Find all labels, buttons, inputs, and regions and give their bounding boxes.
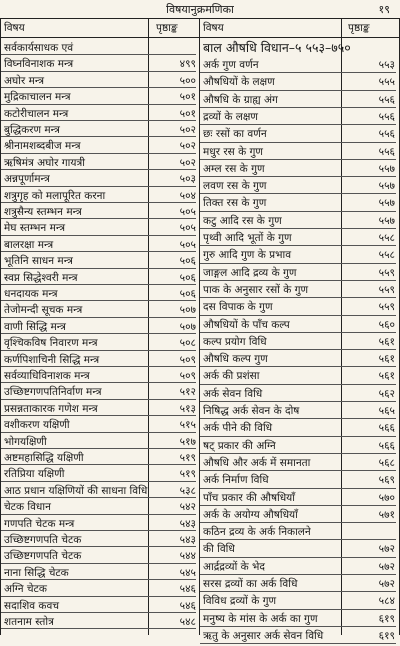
entry-title: छः रसों का वर्णन — [203, 128, 267, 141]
entry-page: ५६६ — [378, 422, 395, 435]
entry-title: अर्क सेवन विधि — [203, 387, 263, 400]
right-page-heading: पृष्ठाङ्क — [348, 22, 370, 34]
entry-title: औषधि के ग्राह्य अंग — [203, 93, 278, 106]
entry-page: ५६१ — [378, 370, 395, 383]
entry-page: ५१५ — [179, 419, 196, 432]
entry-page: ५५५ — [378, 76, 395, 89]
entry-page: ५०७ — [179, 320, 196, 333]
entry-title: जाङ्गल आदि द्रव्य के गुण — [203, 266, 297, 279]
entry-page: ५७१ — [378, 508, 395, 521]
entry-page: ४९९ — [179, 58, 196, 71]
entry-page: ५१७ — [179, 435, 196, 448]
entry-page: ५७२ — [378, 578, 395, 590]
entry-title: शत्रुसैन्य स्तम्भन मन्त्र — [4, 206, 82, 218]
entry-title: अर्क की प्रशंसा — [203, 370, 260, 383]
entry-title: वशीकरण यक्षिणी — [4, 419, 70, 432]
entry-title: निषिद्ध अर्क सेवन के दोष — [203, 405, 300, 417]
entry-page: ५०६ — [179, 288, 196, 300]
row-separator — [200, 643, 396, 644]
entry-title: आठ प्रधान यक्षिणियों की साधना विधि — [4, 484, 148, 497]
section-title-text: बाल औषधि विधान–५ ५५३–७५० — [203, 40, 351, 55]
entry-title: मधुर रस के गुण — [203, 145, 264, 158]
entry-page: ५५७ — [378, 162, 395, 175]
entry-page: ६१९ — [378, 629, 395, 642]
entry-title: अन्नपूर्णामन्त्र — [4, 173, 50, 186]
left-border — [0, 18, 1, 635]
entry-title: भूतिनि साधन मन्त्र — [4, 255, 73, 268]
entry-title: अर्क के अयोग्य औषधियाँ — [203, 508, 298, 521]
entry-title: कल्प प्रयोग विधि — [203, 335, 267, 348]
entry-page: ५४३ — [179, 534, 196, 546]
entry-title: मुद्रिकाचालन मन्त्र — [4, 91, 71, 104]
entry-title: ऋतु के अनुसार अर्क सेवन विधि — [203, 629, 324, 642]
entry-title: अम्ल रस के गुण — [203, 162, 265, 175]
entry-title: पाक के अनुसार रसों के गुण — [203, 283, 309, 296]
row-separator — [1, 628, 196, 629]
entry-page: ५५८ — [378, 249, 395, 262]
entry-title: लवण रस के गुण — [203, 180, 267, 193]
entry-page: ५७२ — [378, 543, 395, 556]
entry-page: ५५८ — [378, 232, 395, 244]
entry-page: ५६१ — [378, 353, 395, 366]
entry-page: ६१९ — [378, 612, 395, 625]
entry-title: पाँच प्रकार की औषधियाँ — [203, 491, 295, 504]
entry-page: ५४६ — [179, 583, 196, 596]
entry-page: ५५६ — [378, 145, 395, 158]
entry-page: ५०२ — [179, 140, 196, 153]
page-number: १९ — [378, 3, 390, 16]
entry-title: रतिप्रिया यक्षिणी — [4, 468, 65, 481]
entry-page: ५४६ — [179, 599, 196, 612]
entry-title: द्रव्यों के लक्षण — [203, 110, 258, 123]
entry-page: ५७० — [378, 491, 395, 504]
page-header — [0, 0, 400, 18]
left-subject-heading: विषय — [4, 22, 25, 34]
entry-title: गणपति चेटक मन्त्र — [4, 517, 75, 530]
entry-title: स्वप्न सिद्धेश्वरी मन्त्र — [4, 271, 78, 284]
entry-page: ५०१ — [179, 91, 196, 104]
entry-page: ५६० — [378, 318, 395, 331]
entry-page: ५०५ — [179, 238, 196, 251]
entry-page: ५६५ — [378, 405, 395, 417]
entry-title: नाना सिद्धि चेटक — [4, 566, 69, 579]
entry-title: औषधि और अर्क में समानता — [203, 456, 311, 469]
entry-page: ५४२ — [179, 501, 196, 514]
entry-page: ५१९ — [179, 468, 196, 481]
entry-page: ५०२ — [179, 124, 196, 136]
entry-title: अघोर मन्त्र — [4, 74, 45, 87]
entry-page: ५५९ — [378, 266, 395, 279]
entry-page: ५०८ — [179, 337, 196, 350]
entry-title: उच्छिष्टगणपति चेटक — [4, 550, 82, 563]
entry-title: गुरु आदि गुण के प्रभाव — [203, 249, 292, 262]
entry-page: ५६१ — [378, 335, 395, 348]
entry-title: दस विपाक के गुण — [203, 301, 273, 314]
entry-page: ५०० — [179, 74, 196, 87]
entry-page: ५४३ — [179, 517, 196, 530]
entry-title: बुद्धिकरण मन्त्र — [4, 124, 60, 136]
entry-page: ५०७ — [179, 304, 196, 317]
header-rule-top — [0, 18, 400, 19]
entry-page: ५४५ — [179, 566, 196, 579]
entry-page: ५०६ — [179, 255, 196, 268]
entry-title: आर्द्रद्रव्यों के भेद — [203, 560, 265, 573]
entry-page: ५७२ — [378, 560, 395, 573]
entry-page: ५०६ — [179, 271, 196, 284]
entry-title: शत्रुगृह को मलापूरित करना — [4, 189, 106, 202]
entry-title: ऋषिमंत्र अघोर गायत्री — [4, 156, 85, 169]
entry-title: उच्छिष्टगणपतिनिर्वाण मन्त्र — [4, 386, 102, 399]
entry-page: ५१३ — [179, 402, 196, 415]
entry-page: ५०५ — [179, 206, 196, 218]
entry-title: औषधियों के लक्षण — [203, 76, 275, 89]
entry-page: ५१९ — [179, 452, 196, 464]
entry-title: अर्क पीने की विधि — [203, 422, 273, 435]
center-divider — [199, 18, 200, 635]
entry-title: औषधियों के पाँच कल्प — [203, 318, 290, 331]
right-subject-heading: विषय — [203, 22, 224, 34]
entry-title: भोगयक्षिणी — [4, 435, 47, 448]
entry-page: ५३८ — [179, 484, 196, 497]
entry-title: मनुष्य के मांस के अर्क का गुण — [203, 612, 318, 625]
entry-page: ५५७ — [378, 214, 395, 227]
entry-page: ५४८ — [179, 616, 196, 628]
entry-title: तिक्त रस के गुण — [203, 197, 267, 210]
entry-title: पृथ्वी आदि भूतों के गुण — [203, 232, 292, 244]
entry-title: षट् प्रकार की अग्नि — [203, 439, 276, 452]
entry-page: ५५३ — [378, 59, 395, 71]
entry-title: अग्नि चेटक — [4, 583, 47, 596]
entry-page: ५०२ — [179, 156, 196, 169]
entry-title: बालरक्षा मन्त्र — [4, 238, 54, 251]
entry-title: मेघ स्तम्भन मन्त्र — [4, 222, 66, 235]
entry-page: ५६८ — [378, 456, 395, 469]
entry-title: तेजोमन्दी सूचक मन्त्र — [4, 304, 83, 317]
entry-page: ५५७ — [378, 197, 395, 210]
entry-title: श्रीनामशब्दबीज मन्त्र — [4, 140, 81, 153]
entry-title: अर्क गुण वर्णन — [203, 59, 259, 71]
entry-title: प्रसन्नताकारक गणेश मन्त्र — [4, 402, 98, 415]
entry-page: ५८४ — [378, 595, 395, 608]
entry-title: कर्णपिशाचिनी सिद्धि मन्त्र — [4, 353, 100, 366]
entry-page: ५०४ — [179, 189, 196, 202]
entry-page: ५१२ — [179, 386, 196, 399]
entry-title: कठिन द्रव्य के अर्क निकालने — [203, 526, 311, 539]
entry-page: ५६२ — [378, 387, 395, 400]
entry-page: ५६६ — [378, 439, 395, 452]
entry-title: उच्छिष्टगणपति चेटक — [4, 534, 82, 546]
entry-title: की विधि — [203, 543, 235, 556]
right-section-title — [203, 38, 397, 57]
entry-title: विघ्नविनाशक मन्त्र — [4, 58, 74, 71]
entry-page: ५५९ — [378, 283, 395, 296]
entry-title: धनदायक मन्त्र — [4, 288, 58, 300]
entry-page: ५०५ — [179, 222, 196, 235]
entry-title: अर्क निर्माण विधि — [203, 474, 269, 487]
left-page-heading: पृष्ठाङ्क — [156, 22, 178, 34]
entry-page: ५५६ — [378, 93, 395, 106]
entry-title: शतनाम स्तोत्र — [4, 616, 54, 628]
entry-title: वृश्चिकविष निवारण मन्त्र — [4, 337, 98, 350]
entry-title: सर्वव्याधिविनाशक मन्त्र — [4, 370, 90, 382]
entry-page: ५०९ — [179, 370, 196, 382]
entry-page: ५५६ — [378, 110, 395, 123]
entry-page: ५४४ — [179, 550, 196, 563]
entry-title: सरस द्रव्यों का अर्क विधि — [203, 578, 298, 590]
entry-title: चेटक विधान — [4, 501, 51, 514]
entry-page: ५६९ — [378, 474, 395, 487]
entry-page: ५५६ — [378, 128, 395, 141]
entry-title: वाणी सिद्धि मन्त्र — [4, 320, 66, 333]
entry-page: ५०३ — [179, 173, 196, 186]
entry-page: ५५९ — [378, 301, 395, 314]
entry-title: औषधि कल्प गुण — [203, 353, 268, 366]
entry-title: विविध द्रव्यों के गुण — [203, 595, 277, 608]
entry-title: अष्टमहासिद्धि यक्षिणी — [4, 452, 84, 464]
page-title: विषयानुक्रमणिका — [166, 3, 234, 16]
entry-title: कटु आदि रस के गुण — [203, 214, 282, 227]
entry-title: कटोरीचालन मन्त्र — [4, 107, 69, 120]
entry-page: ५०१ — [179, 107, 196, 120]
entry-title: सर्वकार्यसाधक एवं — [4, 42, 74, 54]
entry-title: सदाशिव कवच — [4, 599, 59, 612]
entry-page: ५५७ — [378, 180, 395, 193]
entry-page: ५०९ — [179, 353, 196, 366]
